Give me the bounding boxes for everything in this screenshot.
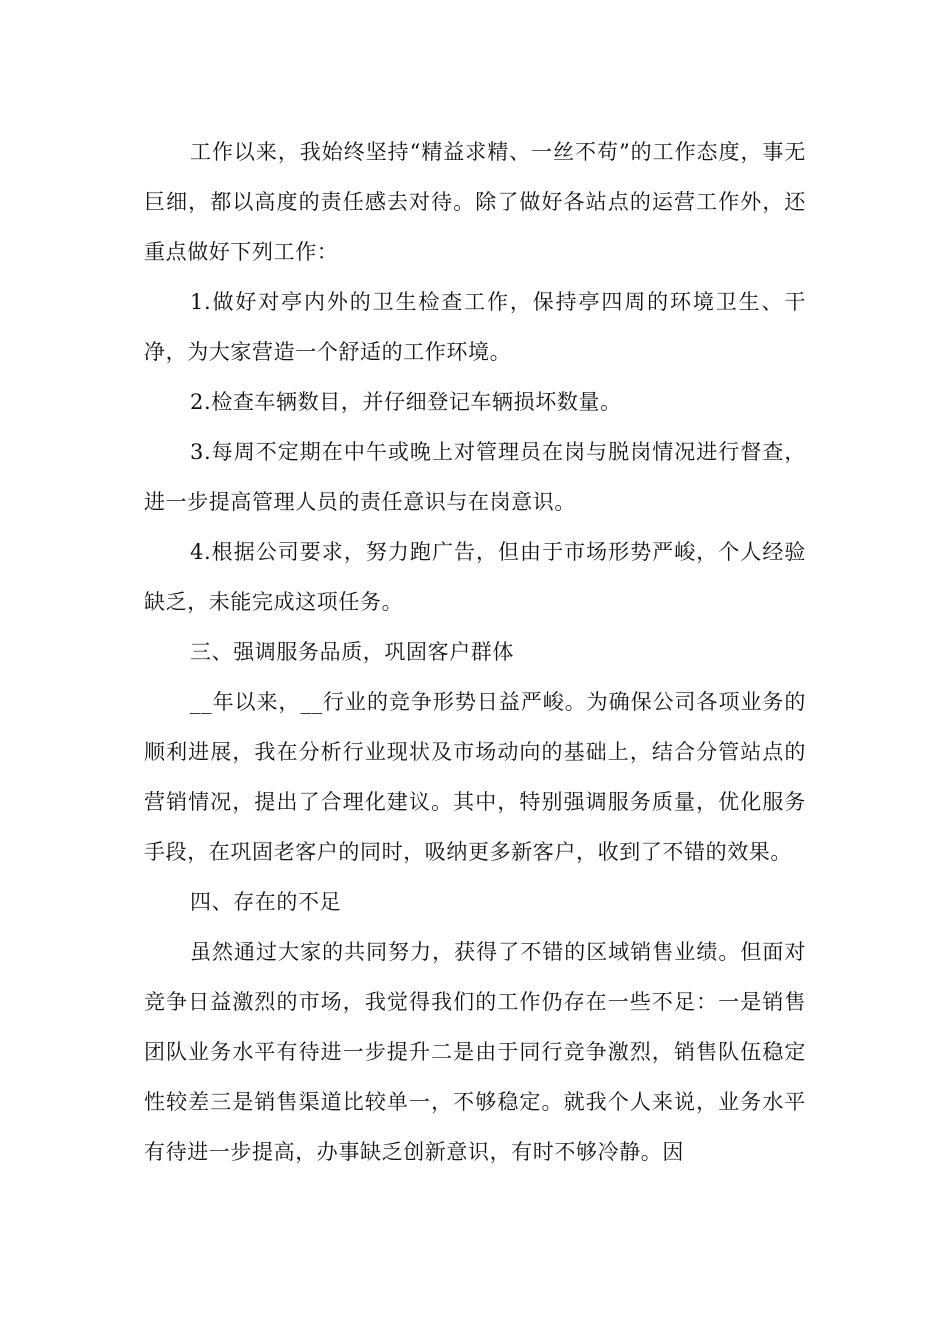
section-heading-shortcomings: 四、存在的不足 [190,890,342,914]
paragraph-service-quality: __年以来，__行业的竞争形势日益严峻。为确保公司各项业务的顺利进展，我在分析行业现状及市场动向的基础上，结合分管站点的营销情况，提出了合理化建议。其中，特别强调服务质量，优化服务手段，在巩固老客户的同时，吸纳更多新客户，收到了不错的效果。 [144,690,806,864]
document-body [144,127,806,1177]
paragraph-item-1: 1.做好对亭内外的卫生检查工作，保持亭四周的环境卫生、干净，为大家营造一个舒适的工作环境。 [144,290,806,364]
section-heading-service-quality: 三、强调服务品质，巩固客户群体 [190,640,514,664]
paragraph-work-attitude: 工作以来，我始终坚持“精益求精、一丝不苟”的工作态度，事无巨细，都以高度的责任感去对待。除了做好各站点的运营工作外，还重点做好下列工作： [144,140,806,264]
paragraph-item-3: 3.每周不定期在中午或晚上对管理员在岗与脱岗情况进行督查，进一步提高管理人员的责任意识与在岗意识。 [144,440,806,514]
paragraph-item-4: 4.根据公司要求，努力跑广告，但由于市场形势严峻，个人经验缺乏，未能完成这项任务。 [144,540,806,614]
paragraph-shortcomings: 虽然通过大家的共同努力，获得了不错的区域销售业绩。但面对竞争日益激烈的市场，我觉得我们的工作仍存在一些不足：一是销售团队业务水平有待进一步提升二是由于同行竞争激烈，销售队伍稳定性较差三是销售渠道比较单一，不够稳定。就我个人来说，业务水平有待进一步提高，办事缺乏创新意识，有时不够冷静。因 [144,940,806,1164]
paragraph-item-2: 2.检查车辆数目，并仔细登记车辆损坏数量。 [190,390,622,414]
